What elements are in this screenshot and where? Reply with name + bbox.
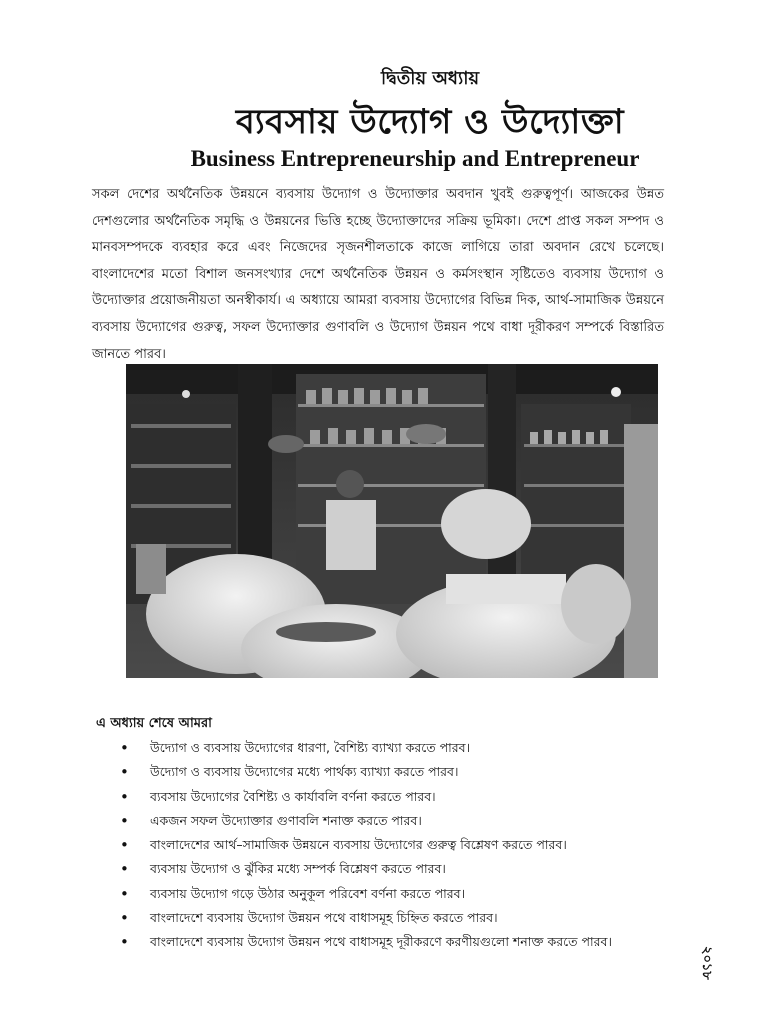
objectives-list [118, 736, 678, 955]
list-item [118, 906, 678, 930]
list-item [118, 809, 678, 833]
bullet-icon: • [120, 909, 129, 928]
list-item [118, 930, 678, 954]
bullet-icon: • [120, 739, 129, 757]
list-item [118, 760, 678, 784]
list-item [118, 833, 678, 857]
objective-text: বাংলাদেশে ব্যবসায় উদ্যোগ উন্নয়ন পথে বাধাসমূহ দূরীকরণে করণীয়গুলো শনাক্ত করতে পারব। [150, 934, 612, 950]
objective-text: উদ্যোগ ও ব্যবসায় উদ্যোগের ধারণা, বৈশিষ্ট্য ব্যাখ্যা করতে পারব। [150, 740, 471, 755]
objective-text: বাংলাদেশে ব্যবসায় উদ্যোগ উন্নয়ন পথে বাধাসমূহ চিহ্নিত করতে পারব। [150, 910, 498, 926]
objective-text: ব্যবসায় উদ্যোগ ও ঝুঁকির মধ্যে সম্পর্ক বিশ্লেষণ করতে পারব। [150, 861, 446, 877]
shop-photo [126, 364, 658, 678]
objective-text: বাংলাদেশের আর্থ–সামাজিক উন্নয়নে ব্যবসায় উদ্যোগের গুরুত্ব বিশ্লেষণ করতে পারব। [150, 837, 567, 853]
bullet-icon: • [120, 787, 129, 806]
chapter-title-english: Business Entrepreneurship and Entrepreneur [190, 146, 640, 171]
chapter-label: দ্বিতীয় অধ্যায় [380, 68, 480, 89]
bullet-icon: • [120, 860, 129, 879]
objective-text: ব্যবসায় উদ্যোগের বৈশিষ্ট্য ও কার্যাবলি বর্ণনা করতে পারব। [150, 788, 436, 804]
bullet-icon: • [120, 836, 129, 855]
objective-text: ব্যবসায় উদ্যোগ গড়ে উঠার অনুকূল পরিবেশ বর্ণনা করতে পারব। [150, 885, 466, 901]
objective-text: একজন সফল উদ্যোক্তার গুণাবলি শনাক্ত করতে পারব। [150, 812, 422, 828]
objectives-heading: এ অধ্যায় শেষে আমরা [96, 716, 212, 731]
list-item [118, 736, 678, 760]
list-item [118, 785, 678, 809]
bullet-icon: • [120, 933, 129, 952]
bullet-icon: • [120, 884, 129, 903]
intro-paragraph: সকল দেশের অর্থনৈতিক উন্নয়নে ব্যবসায় উদ্যোগ ও উদ্যোক্তার অবদান খুবই গুরুত্বপূর্ণ। আজকের উন্নত দেশগুলোর অর্থনৈতিক সমৃদ্ধি ও উন্নয়নের ভিত্তি হচ্ছে উদ্যোক্তাদের সক্রিয় ভূমিকা। দেশে প্রাপ্ত সকল সম্পদ ও মানবসম্পদকে ব্যবহার করে এবং নিজেদের সৃজনশীলতাকে কাজে লাগিয়ে তারা অবদান রেখে চলেছে। বাংলাদেশের মতো বিশাল জনসংখ্যার দেশে অর্থনৈতিক উন্নয়ন ও কর্মসংস্থান সৃষ্টিতেও ব্যবসায় উদ্যোগ ও উদ্যোক্তার প্রয়োজনীয়তা অনস্বীকার্য। এ অধ্যায়ে আমরা ব্যবসায় উদ্যোগের বিভিন্ন দিক, আর্থ-সামাজিক উন্নয়নে ব্যবসায় উদ্যোগের গুরুত্ব, সফল উদ্যোক্তার গুণাবলি ও উদ্যোগ উন্নয়ন পথে বাধা দূরীকরণ সম্পর্কে বিস্তারিত জানতে পারব। [92, 187, 664, 362]
bullet-icon: • [120, 811, 129, 830]
chapter-title: ব্যবসায় উদ্যোগ ও উদ্যোক্তা [235, 102, 625, 142]
list-item [118, 857, 678, 881]
bullet-icon: • [120, 763, 129, 782]
page-number: ২০১৮ [699, 946, 714, 980]
objective-text: উদ্যোগ ও ব্যবসায় উদ্যোগের মধ্যে পার্থক্য ব্যাখ্যা করতে পারব। [150, 764, 459, 780]
list-item [118, 882, 678, 906]
